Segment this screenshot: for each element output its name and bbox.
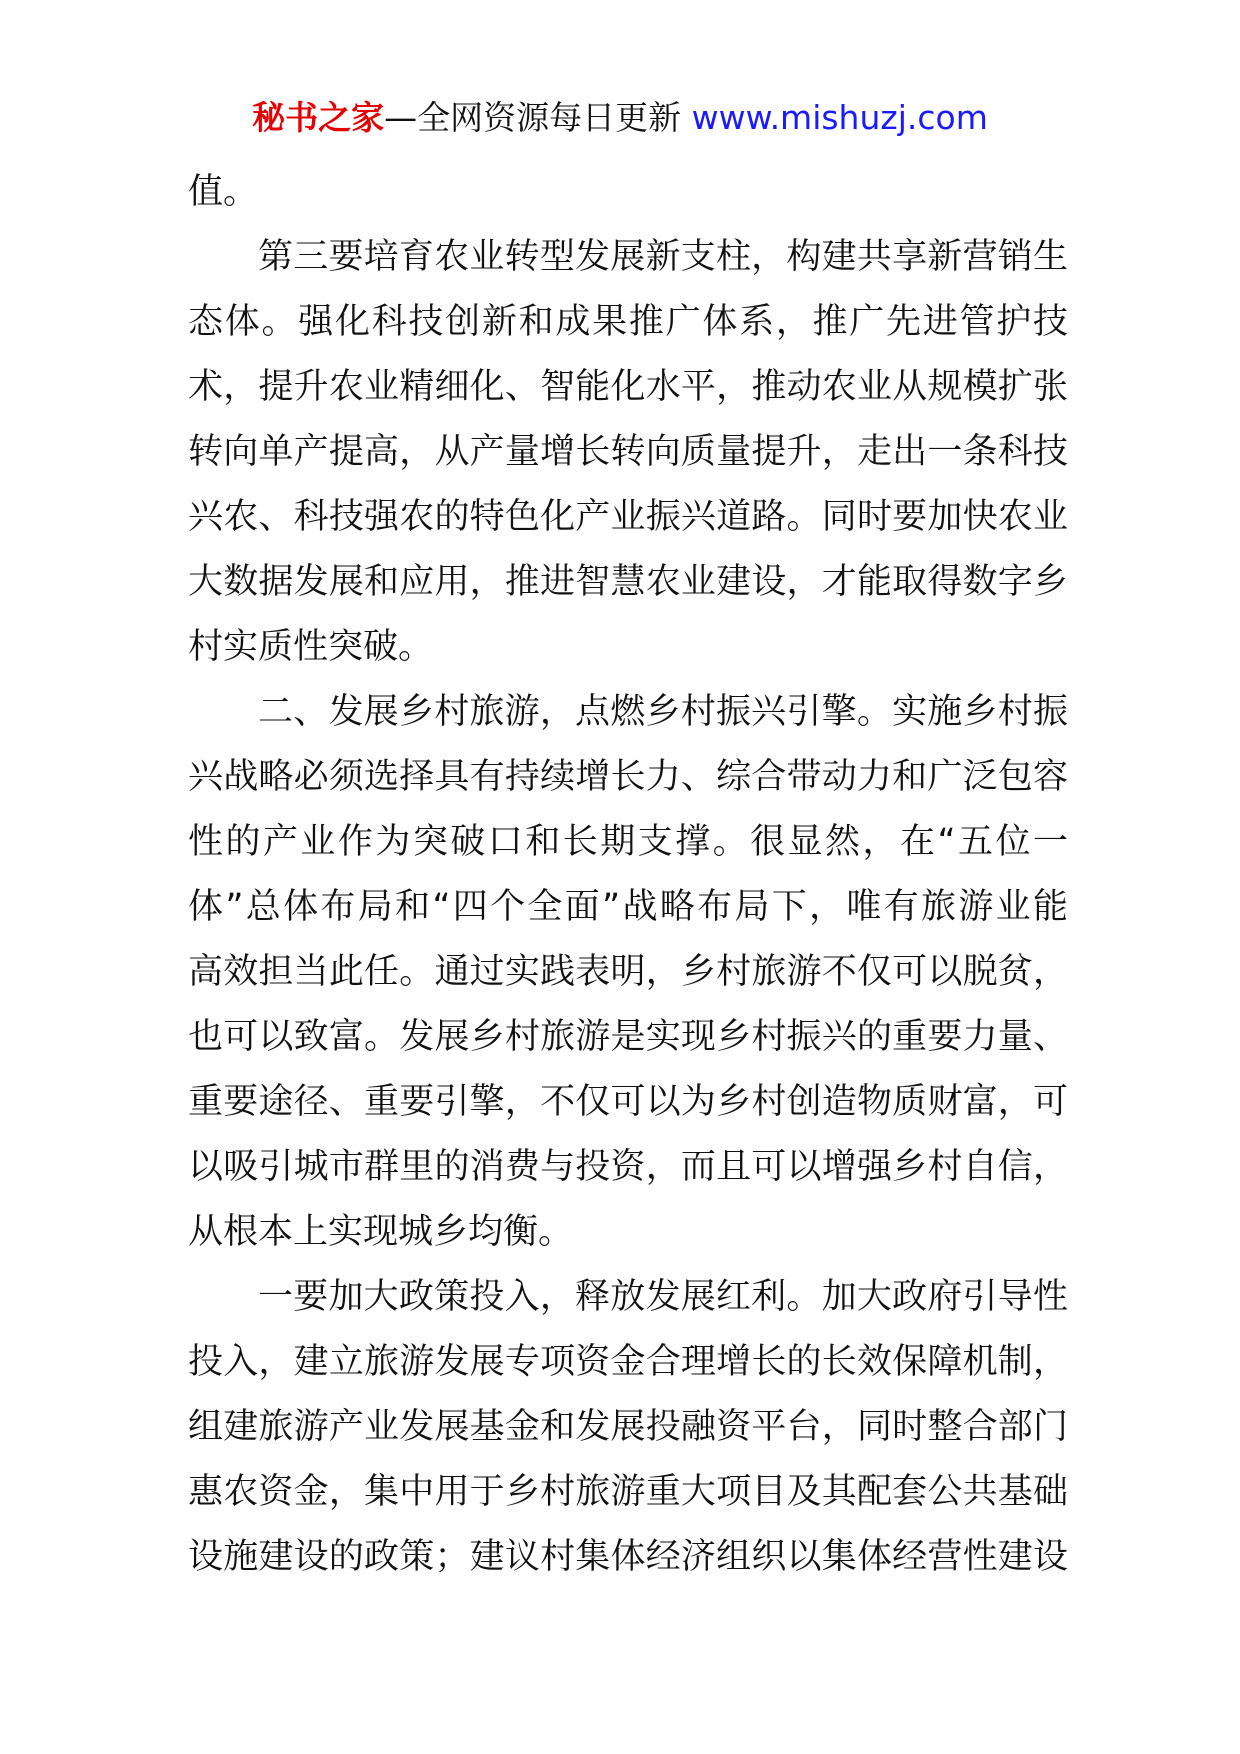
section-heading-line: 二、发展乡村旅游，点燃乡村振兴引擎。实施乡村振 — [258, 692, 1068, 732]
text-line: 高效担当此任。通过实践表明，乡村旅游不仅可以脱贫， — [188, 952, 1068, 992]
text-line: 设施建设的政策；建议村集体经济组织以集体经营性建设 — [188, 1537, 1068, 1577]
text-line: 惠农资金，集中用于乡村旅游重大项目及其配套公共基础 — [188, 1472, 1068, 1512]
site-url-link[interactable]: www.mishuzj.com — [691, 98, 988, 137]
document-body — [188, 160, 1068, 1590]
text-line: 投入，建立旅游发展专项资金合理增长的长效保障机制， — [188, 1342, 1068, 1382]
text-line: 术，提升农业精细化、智能化水平，推动农业从规模扩张 — [188, 367, 1068, 407]
text-line: 以吸引城市群里的消费与投资，而且可以增强乡村自信， — [188, 1147, 1068, 1187]
text-line: 重要途径、重要引擎，不仅可以为乡村创造物质财富，可 — [188, 1082, 1068, 1122]
text-line: 兴农、科技强农的特色化产业振兴道路。同时要加快农业 — [188, 497, 1068, 537]
text-line: 组建旅游产业发展基金和发展投融资平台，同时整合部门 — [188, 1407, 1068, 1447]
text-line: 性的产业作为突破口和长期支撑。很显然，在“五位一 — [188, 822, 1068, 862]
site-tagline: —全网资源每日更新 — [384, 98, 692, 137]
text-line: 也可以致富。发展乡村旅游是实现乡村振兴的重要力量、 — [188, 1017, 1068, 1057]
text-line: 态体。强化科技创新和成果推广体系，推广先进管护技 — [188, 302, 1068, 342]
text-line: 体”总体布局和“四个全面”战略布局下，唯有旅游业能 — [188, 887, 1068, 927]
site-brand: 秘书之家 — [252, 98, 385, 137]
text-line: 值。 — [188, 172, 259, 212]
text-line: 大数据发展和应用，推进智慧农业建设，才能取得数字乡 — [188, 562, 1068, 602]
text-line: 村实质性突破。 — [188, 627, 434, 667]
text-line: 从根本上实现城乡均衡。 — [188, 1212, 574, 1252]
text-line: 兴战略必须选择具有持续增长力、综合带动力和广泛包容 — [188, 757, 1068, 797]
text-line: 转向单产提高，从产量增长转向质量提升，走出一条科技 — [188, 432, 1068, 472]
paragraph-start-line: 第三要培育农业转型发展新支柱，构建共享新营销生 — [258, 237, 1068, 277]
site-header — [0, 96, 1240, 140]
paragraph-start-line: 一要加大政策投入，释放发展红利。加大政府引导性 — [258, 1277, 1068, 1317]
